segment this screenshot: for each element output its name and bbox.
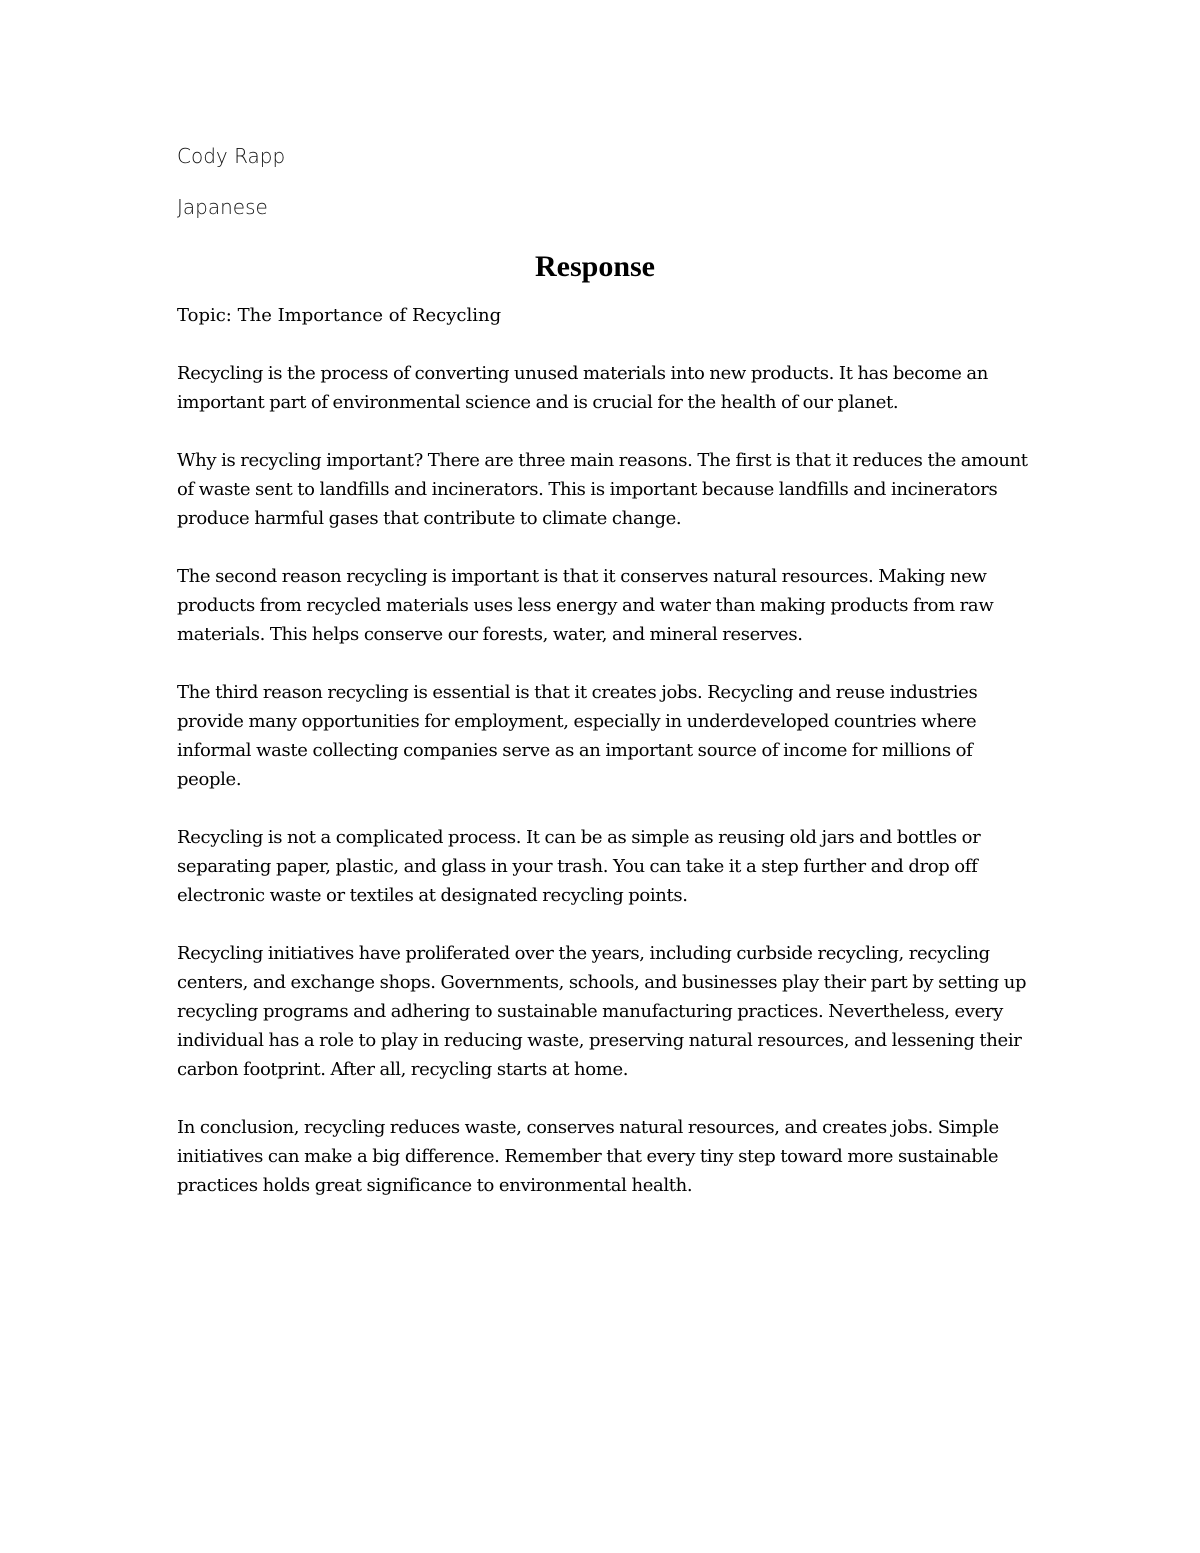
paragraph-third-reason: The third reason recycling is essential is that it creates jobs. Recycling and reuse industries provide many opportunities for employment, especially in underdeveloped countries where informal waste collecting companies serve as an important source of income for millions of people. — [177, 682, 978, 790]
course-name: Japanese — [177, 195, 268, 219]
paragraph-why-important: Why is recycling important? There are three main reasons. The first is that it reduces the amount of waste sent to landfills and incinerators. This is important because landfills and incinerators produce harmful gases that contribute to climate change. — [177, 450, 1028, 529]
paragraph-second-reason: The second reason recycling is important is that it conserves natural resources. Making new products from recycled materials uses less energy and water than making products from raw materials. This helps conserve our forests, water, and mineral reserves. — [177, 566, 994, 645]
paragraph-initiatives: Recycling initiatives have proliferated over the years, including curbside recycling, recycling centers, and exchange shops. Governments, schools, and businesses play their part by setting up recycling programs and adhering to sustainable manufacturing practices. Nevertheless, every individual has a role to play in reducing waste, preserving natural resources, and lessening their carbon footprint. After all, recycling starts at home. — [177, 943, 1027, 1080]
paragraph-intro: Recycling is the process of converting unused materials into new products. It has become an important part of environmental science and is crucial for the health of our planet. — [177, 363, 989, 413]
author-name: Cody Rapp — [177, 144, 286, 168]
document-body — [177, 140, 1037, 1229]
topic-line: Topic: The Importance of Recycling — [177, 305, 502, 326]
document-title: Response — [534, 250, 655, 283]
paragraph-process: Recycling is not a complicated process. It can be as simple as reusing old jars and bottles or separating paper, plastic, and glass in your trash. You can take it a step further and drop off electronic waste or textiles at designated recycling points. — [177, 827, 981, 906]
paragraph-conclusion: In conclusion, recycling reduces waste, conserves natural resources, and creates jobs. Simple initiatives can make a big difference. Remember that every tiny step toward more sustainable practices holds great significance to environmental health. — [177, 1117, 999, 1196]
